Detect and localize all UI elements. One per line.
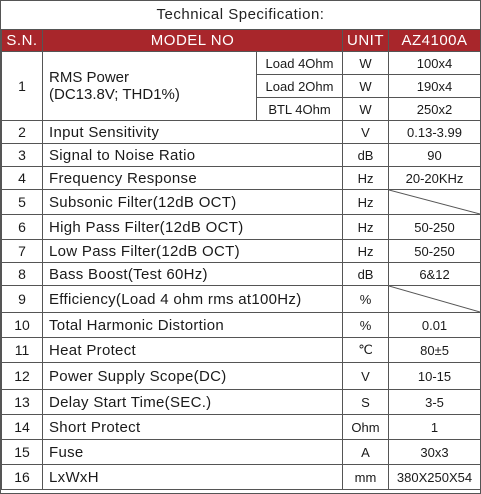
row-item: Subsonic Filter(12dB OCT) — [43, 190, 343, 215]
row-item: LxWxH — [43, 465, 343, 490]
row-sn: 14 — [2, 415, 43, 440]
row-value: 80±5 — [389, 338, 481, 363]
row-item: Power Supply Scope(DC) — [43, 363, 343, 390]
row-unit: Hz — [343, 240, 389, 263]
header-unit: UNIT — [343, 30, 389, 52]
table-row — [2, 263, 481, 286]
row-sn: 2 — [2, 121, 43, 144]
row-unit: A — [343, 440, 389, 465]
table-row — [2, 144, 481, 167]
row-value: 20-20KHz — [389, 167, 481, 190]
table-row — [2, 415, 481, 440]
row-item: Frequency Response — [43, 167, 343, 190]
table-row — [2, 286, 481, 313]
rms-power-label — [43, 52, 257, 121]
header-row — [2, 30, 481, 52]
row-value: 6&12 — [389, 263, 481, 286]
row-sn: 15 — [2, 440, 43, 465]
row-item: Input Sensitivity — [43, 121, 343, 144]
row-sn: 4 — [2, 167, 43, 190]
row-item: Short Protect — [43, 415, 343, 440]
row-item: Heat Protect — [43, 338, 343, 363]
row-sn: 16 — [2, 465, 43, 490]
row-unit: Ohm — [343, 415, 389, 440]
row-item: Efficiency(Load 4 ohm rms at100Hz) — [43, 286, 343, 313]
row-unit: W — [343, 98, 389, 121]
row-sn: 9 — [2, 286, 43, 313]
table-row — [2, 240, 481, 263]
table-row — [2, 121, 481, 144]
row-value: 250x2 — [389, 98, 481, 121]
diagonal-line-icon — [389, 190, 480, 214]
row-sn: 13 — [2, 390, 43, 415]
table-row — [2, 52, 481, 75]
table-row — [2, 440, 481, 465]
row-value: 380X250X54 — [389, 465, 481, 490]
table-row — [2, 167, 481, 190]
header-model: MODEL NO — [43, 30, 343, 52]
row-item: Low Pass Filter(12dB OCT) — [43, 240, 343, 263]
table-row — [2, 338, 481, 363]
row-unit: dB — [343, 263, 389, 286]
row-unit: % — [343, 313, 389, 338]
row-sn: 7 — [2, 240, 43, 263]
load-condition: Load 4Ohm — [257, 52, 343, 75]
table-row — [2, 390, 481, 415]
row-item: Total Harmonic Distortion — [43, 313, 343, 338]
row-value: 0.01 — [389, 313, 481, 338]
row-value: 100x4 — [389, 52, 481, 75]
table-row — [2, 190, 481, 215]
row-sn: 8 — [2, 263, 43, 286]
row-item: Fuse — [43, 440, 343, 465]
row-sn: 10 — [2, 313, 43, 338]
empty-value-diagonal — [389, 286, 481, 313]
row-value: 50-250 — [389, 240, 481, 263]
row-unit: ℃ — [343, 338, 389, 363]
row-value: 190x4 — [389, 75, 481, 98]
row-unit: Hz — [343, 215, 389, 240]
row-unit: mm — [343, 465, 389, 490]
row-sn: 3 — [2, 144, 43, 167]
row-item: Signal to Noise Ratio — [43, 144, 343, 167]
row-unit: Hz — [343, 167, 389, 190]
row-unit: V — [343, 363, 389, 390]
row-value: 90 — [389, 144, 481, 167]
row-value: 10-15 — [389, 363, 481, 390]
rms-label-line2: (DC13.8V; THD1%) — [49, 86, 180, 103]
spec-table — [1, 29, 481, 490]
row-sn: 12 — [2, 363, 43, 390]
row-unit: S — [343, 390, 389, 415]
header-model-value: AZ4100A — [389, 30, 481, 52]
row-unit: V — [343, 121, 389, 144]
row-sn: 5 — [2, 190, 43, 215]
load-condition: Load 2Ohm — [257, 75, 343, 98]
row-value: 50-250 — [389, 215, 481, 240]
load-condition: BTL 4Ohm — [257, 98, 343, 121]
row-unit: Hz — [343, 190, 389, 215]
row-unit: dB — [343, 144, 389, 167]
diagonal-line-icon — [389, 286, 480, 312]
row-item: Bass Boost(Test 60Hz) — [43, 263, 343, 286]
table-row — [2, 313, 481, 338]
row-value: 3-5 — [389, 390, 481, 415]
table-row — [2, 363, 481, 390]
header-sn: S.N. — [2, 30, 43, 52]
row-sn: 11 — [2, 338, 43, 363]
rms-label-line1: RMS Power — [49, 69, 130, 86]
row-value: 1 — [389, 415, 481, 440]
row-unit: % — [343, 286, 389, 313]
row-item: High Pass Filter(12dB OCT) — [43, 215, 343, 240]
sheet-title: Technical Specification: — [156, 6, 325, 23]
row-item: Delay Start Time(SEC.) — [43, 390, 343, 415]
table-row — [2, 215, 481, 240]
table-row — [2, 465, 481, 490]
row-unit: W — [343, 75, 389, 98]
empty-value-diagonal — [389, 190, 481, 215]
row-unit: W — [343, 52, 389, 75]
row-sn: 6 — [2, 215, 43, 240]
row-value: 30x3 — [389, 440, 481, 465]
row-sn: 1 — [2, 52, 43, 121]
row-value: 0.13-3.99 — [389, 121, 481, 144]
